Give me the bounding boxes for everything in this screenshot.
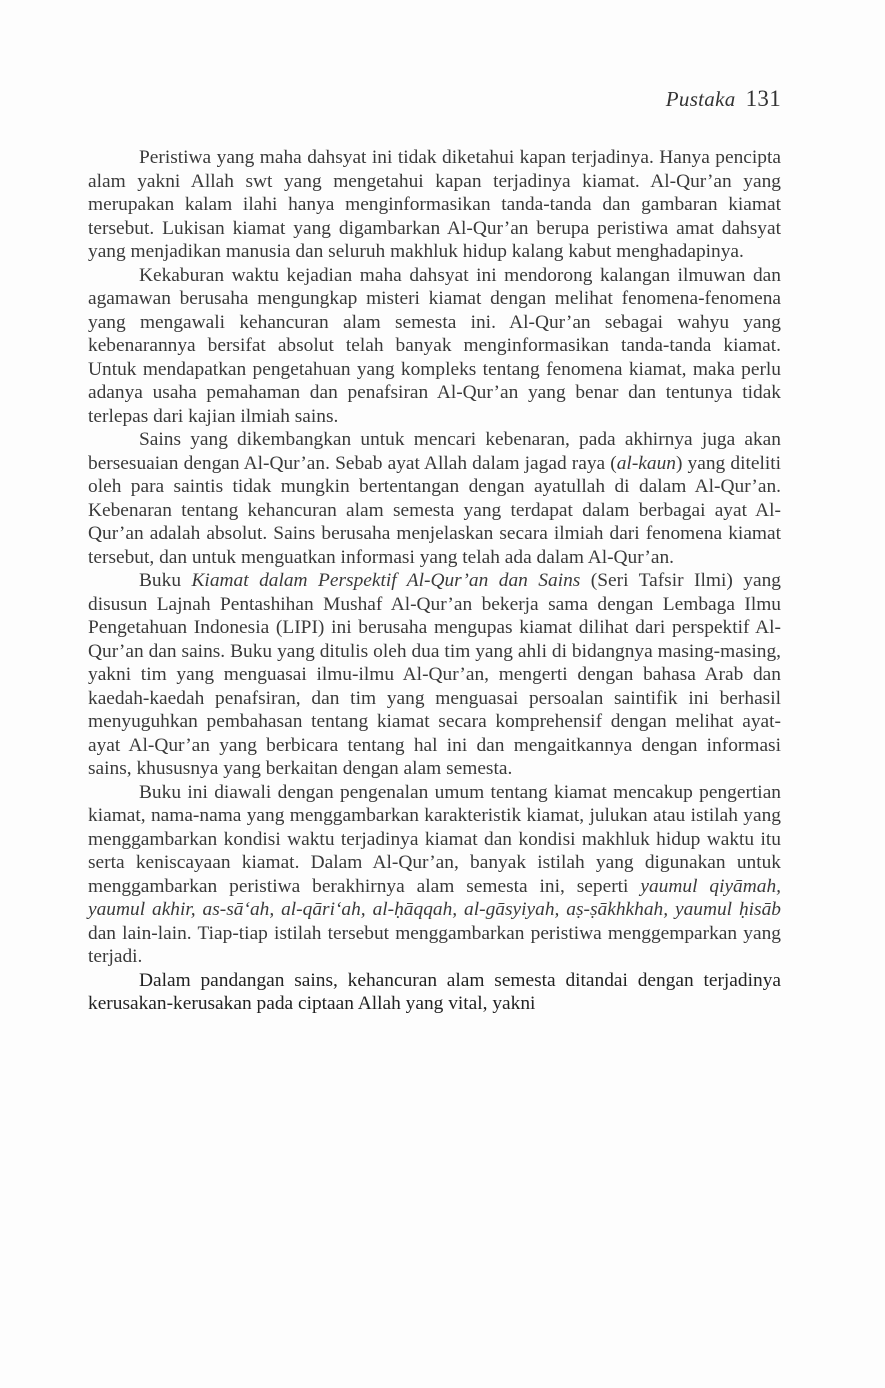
paragraph-text: (Seri Tafsir Ilmi) yang disusun Lajnah Pentashihan Mushaf Al-Qur’an bekerja sama dengan Lembaga Ilmu Pengetahuan Indonesia (LIPI) ini berusaha mengupas kiamat dilihat dari perspektif Al-Qur’an dan sains. Buku yang ditulis oleh dua tim yang ahli di bidangnya masing-masing, yakni tim yang menguasai ilmu-ilmu Al-Qur’an, mengerti dengan bahasa Arab dan kaedah-kaedah penafsiran, dan tim yang menguasai persoalan saintifik ini berhasil menyuguhkan pembahasan tentang kiamat secara komprehensif dengan melihat ayat-ayat Al-Qur’an yang berbicara tentang hal ini dan mengaitkannya dengan informasi sains, khususnya yang berkaitan dengan alam semesta. bbox=[88, 570, 781, 779]
italic-term: al-kaun bbox=[616, 452, 676, 474]
paragraph bbox=[88, 146, 781, 264]
running-head bbox=[666, 86, 781, 112]
paragraph-text: Sains yang dikembangkan untuk mencari kebenaran, pada akhirnya juga akan bersesuaian dengan Al-Qur’an. Sebab ayat Allah dalam jagad raya ( bbox=[88, 429, 781, 474]
paragraph bbox=[88, 569, 781, 781]
body-text bbox=[88, 146, 781, 1016]
paragraph-text: Buku bbox=[139, 570, 192, 591]
italic-term: Kiamat dalam Perspektif Al-Qur’an dan Sains bbox=[191, 570, 581, 591]
paragraph bbox=[88, 428, 781, 569]
paragraph-text: Dalam pandangan sains, kehancuran alam semesta ditandai dengan terjadinya kerusakan-kerusakan pada ciptaan Allah yang vital, yakni bbox=[88, 969, 781, 1014]
paragraph-text: Buku ini diawali dengan pengenalan umum tentang kiamat mencakup pengertian kiamat, nama-nama yang menggambarkan karakteristik kiamat, julukan atau istilah yang menggambarkan kondisi waktu terjadinya kiamat dan kondisi makhluk hidup waktu itu serta keniscayaan kiamat. Dalam Al-Qur’an, banyak istilah yang digunakan untuk menggambarkan peristiwa berakhirnya alam semesta ini, seperti bbox=[88, 781, 781, 897]
paragraph bbox=[88, 264, 781, 429]
paragraph-text: Peristiwa yang maha dahsyat ini tidak diketahui kapan terjadinya. Hanya pencipta alam yakni Allah swt yang mengetahui kapan terjadinya kiamat. Al-Qur’an yang merupakan kalam ilahi hanya menginformasikan tanda-tanda dan gambaran kiamat tersebut. Lukisan kiamat yang digambarkan Al-Qur’an berupa peristiwa amat dahsyat yang menjadikan manusia dan seluruh makhluk hidup kalang kabut menghadapinya. bbox=[88, 147, 781, 262]
italic-term: yaumul qiyāmah, yaumul akhir, as-sā‘ah, al-qāri‘ah, al-ḥāqqah, al-gāsyiyah, aṣ-ṣākhkhah, yaumul ḥisāb bbox=[88, 875, 781, 920]
paragraph-text: ) yang diteliti oleh para saintis tidak mungkin bertentangan dengan ayatullah di dalam Al-Qur’an. Kebenaran tentang kehancuran alam semesta yang terdapat dalam berbagai ayat Al-Qur’an adalah absolut. Sains berusaha menjelaskan secara ilmiah dari fenomena kiamat tersebut, dan untuk menguatkan informasi yang telah ada dalam Al-Qur’an. bbox=[88, 452, 781, 568]
paragraph-text: Kekaburan waktu kejadian maha dahsyat ini mendorong kalangan ilmuwan dan agamawan berusaha mengungkap misteri kiamat dengan melihat fenomena-fenomena yang mengawali kehancuran alam semesta ini. Al-Qur’an sebagai wahyu yang kebenarannya bersifat absolut telah banyak menginformasikan tanda-tanda kiamat. Untuk mendapatkan pengetahuan yang kompleks tentang fenomena kiamat, maka perlu adanya usaha pemahaman dan penafsiran Al-Qur’an yang benar dan tentunya tidak terlepas dari kajian ilmiah sains. bbox=[88, 264, 781, 427]
page-number: 131 bbox=[745, 86, 781, 111]
paragraph-text: dan lain-lain. Tiap-tiap istilah tersebut menggambarkan peristiwa menggemparkan yang terjadi. bbox=[88, 922, 781, 967]
paragraph bbox=[88, 781, 781, 969]
paragraph bbox=[88, 969, 781, 1016]
running-title: Pustaka bbox=[665, 87, 736, 111]
